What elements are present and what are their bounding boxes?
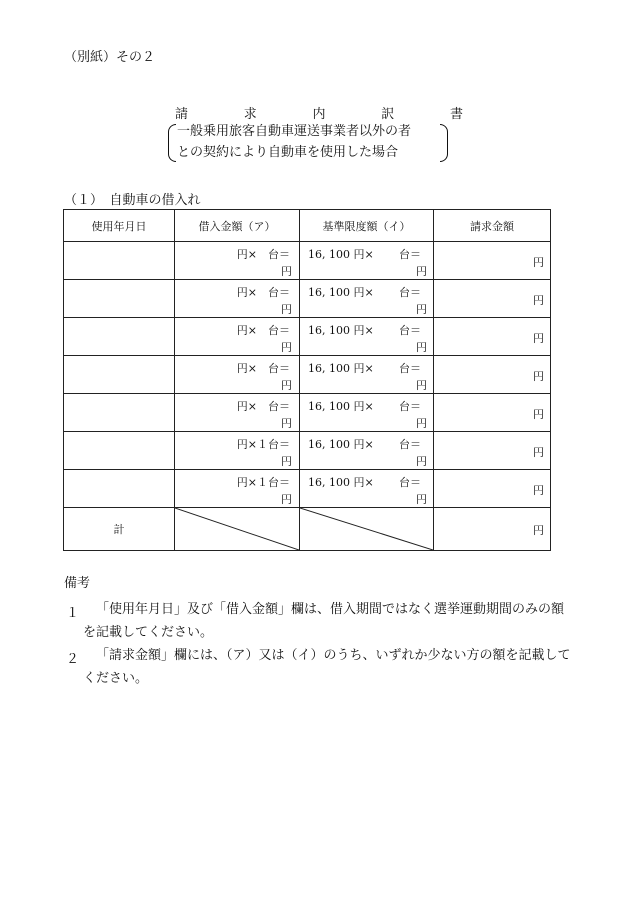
limit-units: 台＝ xyxy=(399,476,421,489)
rental-amount-cell[interactable] xyxy=(175,318,300,356)
limit-formula xyxy=(308,322,421,338)
note-text: 「請求金額」欄には、（ア）又は（イ）のうち、いずれか少ない方の額を記載してください。 xyxy=(83,648,571,686)
header-rental-amount: 借入金額（ア） xyxy=(175,210,300,242)
left-bracket xyxy=(168,124,176,162)
claim-amount-cell[interactable] xyxy=(434,394,551,432)
limit-formula xyxy=(308,246,421,262)
header-claim-amount: 請求金額 xyxy=(434,210,551,242)
rental-formula: 円× 台＝ xyxy=(236,400,290,413)
limit-result-unit: 円 xyxy=(416,379,427,392)
rental-formula: 円× 台＝ xyxy=(236,324,290,337)
rental-result-unit: 円 xyxy=(281,493,292,506)
limit-rate: 16, 100 円× xyxy=(308,476,374,489)
claim-amount-cell[interactable] xyxy=(434,242,551,280)
rental-result-unit: 円 xyxy=(281,303,292,316)
usage-date-cell[interactable] xyxy=(64,318,175,356)
rental-amount-cell[interactable] xyxy=(175,470,300,508)
diagonal-line xyxy=(175,508,299,550)
diagonal-line xyxy=(300,508,433,550)
document-title xyxy=(175,103,463,122)
rental-result-unit: 円 xyxy=(281,455,292,468)
rental-amount-cell[interactable] xyxy=(175,280,300,318)
limit-result-unit: 円 xyxy=(416,417,427,430)
claim-amount-unit: 円 xyxy=(533,408,544,421)
claim-amount-cell[interactable] xyxy=(434,318,551,356)
breakdown-table xyxy=(63,209,551,551)
limit-rate: 16, 100 円× xyxy=(308,248,374,261)
limit-rate: 16, 100 円× xyxy=(308,324,374,337)
total-limit-blank xyxy=(300,508,434,551)
title-char: 内 xyxy=(312,107,326,122)
usage-date-cell[interactable] xyxy=(64,470,175,508)
standard-limit-cell[interactable] xyxy=(300,280,434,318)
claim-amount-unit: 円 xyxy=(533,256,544,269)
title-char: 書 xyxy=(449,107,463,122)
rental-result-unit: 円 xyxy=(281,417,292,430)
usage-date-cell[interactable] xyxy=(64,432,175,470)
rental-amount-cell[interactable] xyxy=(175,432,300,470)
total-amount-unit: 円 xyxy=(533,524,544,537)
limit-result-unit: 円 xyxy=(416,303,427,316)
claim-amount-unit: 円 xyxy=(533,370,544,383)
right-bracket xyxy=(440,124,448,162)
standard-limit-cell[interactable] xyxy=(300,470,434,508)
rental-formula: 円× 台＝ xyxy=(236,362,290,375)
limit-units: 台＝ xyxy=(399,324,421,337)
claim-amount-cell[interactable] xyxy=(434,356,551,394)
section-title: （１） 自動車の借入れ xyxy=(64,193,201,208)
limit-formula xyxy=(308,284,421,300)
header-standard-limit: 基準限度額（イ） xyxy=(300,210,434,242)
standard-limit-cell[interactable] xyxy=(300,356,434,394)
attachment-label: （別紙）その２ xyxy=(64,50,156,65)
limit-result-unit: 円 xyxy=(416,341,427,354)
usage-date-cell[interactable] xyxy=(64,242,175,280)
title-char: 求 xyxy=(243,107,257,122)
limit-units: 台＝ xyxy=(399,362,421,375)
limit-formula xyxy=(308,436,421,452)
remarks-title: 備考 xyxy=(64,576,91,591)
limit-rate: 16, 100 円× xyxy=(308,438,374,451)
table-row xyxy=(64,280,551,318)
standard-limit-cell[interactable] xyxy=(300,432,434,470)
limit-formula xyxy=(308,398,421,414)
standard-limit-cell[interactable] xyxy=(300,394,434,432)
table-row xyxy=(64,470,551,508)
limit-result-unit: 円 xyxy=(416,493,427,506)
table-row xyxy=(64,356,551,394)
limit-rate: 16, 100 円× xyxy=(308,286,374,299)
rental-formula: 円×１台＝ xyxy=(236,438,290,451)
limit-result-unit: 円 xyxy=(416,265,427,278)
limit-rate: 16, 100 円× xyxy=(308,400,374,413)
table-row xyxy=(64,394,551,432)
note-text: 「使用年月日」及び「借入金額」欄は、借入期間ではなく選挙運動期間のみの額を記載してください。 xyxy=(83,602,565,640)
limit-rate: 16, 100 円× xyxy=(308,362,374,375)
claim-amount-cell[interactable] xyxy=(434,470,551,508)
limit-units: 台＝ xyxy=(399,400,421,413)
total-label: 計 xyxy=(64,508,175,551)
rental-result-unit: 円 xyxy=(281,265,292,278)
table-row xyxy=(64,242,551,280)
rental-formula: 円× 台＝ xyxy=(236,286,290,299)
subtitle-line-2: との契約により自動車を使用した場合 xyxy=(177,145,399,160)
claim-amount-cell[interactable] xyxy=(434,432,551,470)
rental-amount-cell[interactable] xyxy=(175,242,300,280)
total-row xyxy=(64,508,551,551)
header-usage-date: 使用年月日 xyxy=(64,210,175,242)
claim-amount-cell[interactable] xyxy=(434,280,551,318)
standard-limit-cell[interactable] xyxy=(300,318,434,356)
rental-result-unit: 円 xyxy=(281,379,292,392)
note-number: ２ xyxy=(66,652,80,667)
claim-amount-unit: 円 xyxy=(533,446,544,459)
limit-formula xyxy=(308,360,421,376)
claim-amount-unit: 円 xyxy=(533,294,544,307)
claim-amount-unit: 円 xyxy=(533,332,544,345)
subtitle-line-1: 一般乗用旅客自動車運送事業者以外の者 xyxy=(177,124,412,139)
usage-date-cell[interactable] xyxy=(64,356,175,394)
limit-units: 台＝ xyxy=(399,286,421,299)
claim-amount-unit: 円 xyxy=(533,484,544,497)
limit-result-unit: 円 xyxy=(416,455,427,468)
usage-date-cell[interactable] xyxy=(64,394,175,432)
note-number: １ xyxy=(66,606,80,621)
usage-date-cell[interactable] xyxy=(64,280,175,318)
table-row xyxy=(64,432,551,470)
rental-amount-cell[interactable] xyxy=(175,394,300,432)
rental-result-unit: 円 xyxy=(281,341,292,354)
limit-units: 台＝ xyxy=(399,438,421,451)
limit-units: 台＝ xyxy=(399,248,421,261)
limit-formula xyxy=(308,474,421,490)
total-rental-blank xyxy=(175,508,300,551)
rental-amount-cell[interactable] xyxy=(175,356,300,394)
table-row xyxy=(64,318,551,356)
title-char: 訳 xyxy=(381,107,395,122)
rental-formula: 円× 台＝ xyxy=(236,248,290,261)
total-claim-cell xyxy=(434,508,551,551)
standard-limit-cell[interactable] xyxy=(300,242,434,280)
title-char: 請 xyxy=(175,107,189,122)
rental-formula: 円×１台＝ xyxy=(236,476,290,489)
